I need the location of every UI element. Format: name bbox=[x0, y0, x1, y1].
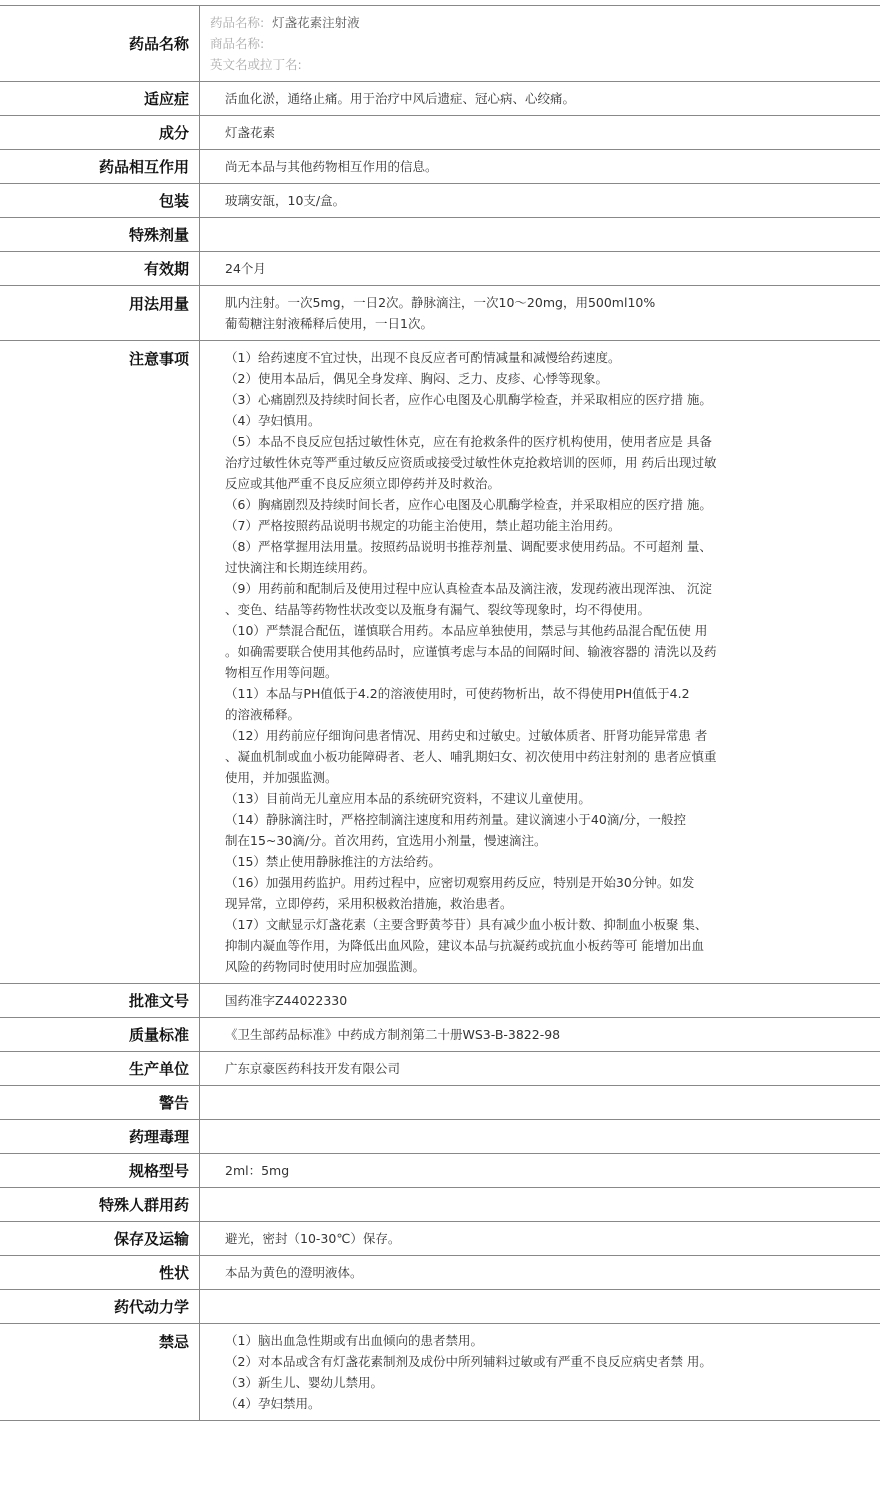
text-line: 现异常，立即停药，采用积极救治措施，救治患者。 bbox=[225, 896, 513, 911]
row-label: 质量标准 bbox=[0, 1018, 200, 1051]
text-line: 制在15~30滴/分。首次用药，宜选用小剂量，慢速滴注。 bbox=[225, 833, 547, 848]
info-row bbox=[0, 218, 880, 252]
info-row bbox=[0, 1018, 880, 1052]
row-value bbox=[200, 1290, 880, 1323]
row-label: 成分 bbox=[0, 116, 200, 149]
text-line: 的溶液稀释。 bbox=[225, 707, 301, 722]
info-row bbox=[0, 1256, 880, 1290]
info-row bbox=[0, 82, 880, 116]
text-line: 本品为黄色的澄明液体。 bbox=[225, 1265, 363, 1280]
text-line: 反应或其他严重不良反应须立即停药并及时救治。 bbox=[225, 476, 501, 491]
text-line: （5）本品不良反应包括过敏性休克，应在有抢救条件的医疗机构使用，使用者应是 具备 bbox=[225, 434, 712, 449]
drug-name-row bbox=[0, 6, 880, 82]
text-line: （6）胸痛剧烈及持续时间长者，应作心电图及心肌酶学检查，并采取相应的医疗措 施。 bbox=[225, 497, 712, 512]
contraindication-row bbox=[0, 1324, 880, 1421]
info-row bbox=[0, 252, 880, 286]
text-line: （3）新生儿、婴幼儿禁用。 bbox=[225, 1375, 383, 1390]
info-row bbox=[0, 1086, 880, 1120]
text-line: （2）使用本品后，偶见全身发痒、胸闷、乏力、皮疹、心悸等现象。 bbox=[225, 371, 608, 386]
text-line: 使用，并加强监测。 bbox=[225, 770, 338, 785]
text-line: （16）加强用药监护。用药过程中，应密切观察用药反应，特别是开始30分钟。如发 bbox=[225, 875, 695, 890]
info-row bbox=[0, 1154, 880, 1188]
row-label: 用法用量 bbox=[0, 286, 200, 340]
row-value bbox=[200, 82, 880, 115]
trade-name-label: 商品名称: bbox=[210, 36, 265, 51]
english-name-label: 英文名或拉丁名: bbox=[210, 57, 302, 72]
row-value bbox=[200, 1052, 880, 1085]
row-value bbox=[200, 1018, 880, 1051]
row-value bbox=[200, 218, 880, 251]
text-line: 24个月 bbox=[225, 261, 266, 276]
row-label: 规格型号 bbox=[0, 1154, 200, 1187]
text-line: 2ml：5mg bbox=[225, 1163, 290, 1178]
text-line: 葡萄糖注射液稀释后使用，一日1次。 bbox=[225, 316, 433, 331]
text-line: （1）脑出血急性期或有出血倾向的患者禁用。 bbox=[225, 1333, 483, 1348]
info-row bbox=[0, 1222, 880, 1256]
text-line: （15）禁止使用静脉推注的方法给药。 bbox=[225, 854, 441, 869]
text-line: （3）心痛剧烈及持续时间长者，应作心电图及心肌酶学检查，并采取相应的医疗措 施。 bbox=[225, 392, 712, 407]
row-value bbox=[200, 1256, 880, 1289]
row-label: 保存及运输 bbox=[0, 1222, 200, 1255]
info-row bbox=[0, 150, 880, 184]
row-label: 药品名称 bbox=[0, 6, 200, 81]
text-line: （4）孕妇禁用。 bbox=[225, 1396, 321, 1411]
text-line: （11）本品与PH值低于4.2的溶液使用时，可使药物析出，故不得使用PH值低于4.2 bbox=[225, 686, 690, 701]
text-line: 国药准字Z44022330 bbox=[225, 993, 348, 1008]
row-value bbox=[200, 1154, 880, 1187]
row-label: 特殊人群用药 bbox=[0, 1188, 200, 1221]
row-value bbox=[200, 252, 880, 285]
row-label: 药品相互作用 bbox=[0, 150, 200, 183]
info-row bbox=[0, 184, 880, 218]
text-line: 风险的药物同时使用时应加强监测。 bbox=[225, 959, 426, 974]
row-value bbox=[200, 116, 880, 149]
text-line: （1）给药速度不宜过快，出现不良反应者可酌情减量和减慢给药速度。 bbox=[225, 350, 621, 365]
info-row bbox=[0, 1188, 880, 1222]
text-line: 尚无本品与其他药物相互作用的信息。 bbox=[225, 159, 438, 174]
row-value bbox=[200, 150, 880, 183]
info-row bbox=[0, 1290, 880, 1324]
text-line: （17）文献显示灯盏花素（主要含野黄芩苷）具有减少血小板计数、抑制血小板聚 集、 bbox=[225, 917, 708, 932]
row-label: 批准文号 bbox=[0, 984, 200, 1017]
text-line: （8）严格掌握用法用量。按照药品说明书推荐剂量、调配要求使用药品。不可超剂 量、 bbox=[225, 539, 712, 554]
generic-name-label: 药品名称: bbox=[210, 15, 265, 30]
row-label: 性状 bbox=[0, 1256, 200, 1289]
text-line: 灯盏花素 bbox=[225, 125, 276, 140]
row-value bbox=[200, 1188, 880, 1221]
text-line: 治疗过敏性休克等严重过敏反应资质或接受过敏性休克抢救培训的医师，用 药后出现过敏 bbox=[225, 455, 717, 470]
row-value bbox=[200, 1222, 880, 1255]
row-label: 警告 bbox=[0, 1086, 200, 1119]
notes-row bbox=[0, 341, 880, 984]
text-line: 广东京豪医药科技开发有限公司 bbox=[225, 1061, 401, 1076]
info-row bbox=[0, 116, 880, 150]
text-line: 避光，密封（10-30℃）保存。 bbox=[225, 1231, 401, 1246]
text-line: （12）用药前应仔细询问患者情况、用药史和过敏史。过敏体质者、肝肾功能异常患 者 bbox=[225, 728, 708, 743]
notes-value bbox=[200, 341, 880, 983]
text-line: （13）目前尚无儿童应用本品的系统研究资料，不建议儿童使用。 bbox=[225, 791, 591, 806]
text-line: 。如确需要联合使用其他药品时，应谨慎考虑与本品的间隔时间、输液容器的 清洗以及药 bbox=[225, 644, 717, 659]
row-label: 包装 bbox=[0, 184, 200, 217]
row-label: 药代动力学 bbox=[0, 1290, 200, 1323]
info-row bbox=[0, 1120, 880, 1154]
text-line: 活血化淤，通络止痛。用于治疗中风后遗症、冠心病、心绞痛。 bbox=[225, 91, 576, 106]
text-line: 玻璃安瓿，10支/盒。 bbox=[225, 193, 346, 208]
row-value bbox=[200, 184, 880, 217]
generic-name-value: 灯盏花素注射液 bbox=[272, 15, 360, 30]
text-line: （7）严格按照药品说明书规定的功能主治使用，禁止超功能主治用药。 bbox=[225, 518, 621, 533]
text-line: 、凝血机制或血小板功能障碍者、老人、哺乳期妇女、初次使用中药注射剂的 患者应慎重 bbox=[225, 749, 717, 764]
row-label: 特殊剂量 bbox=[0, 218, 200, 251]
text-line: 、变色、结晶等药物性状改变以及瓶身有漏气、裂纹等现象时，均不得使用。 bbox=[225, 602, 651, 617]
text-line: （2）对本品或含有灯盏花素制剂及成份中所列辅料过敏或有严重不良反应病史者禁 用。 bbox=[225, 1354, 712, 1369]
text-line: （4）孕妇慎用。 bbox=[225, 413, 321, 428]
row-value bbox=[200, 984, 880, 1017]
info-row bbox=[0, 286, 880, 341]
row-label: 适应症 bbox=[0, 82, 200, 115]
text-line: （9）用药前和配制后及使用过程中应认真检查本品及滴注液，发现药液出现浑浊、 沉淀 bbox=[225, 581, 712, 596]
drug-info-table bbox=[0, 5, 880, 1421]
text-line: 物相互作用等问题。 bbox=[225, 665, 338, 680]
row-value bbox=[200, 1086, 880, 1119]
text-line: （10）严禁混合配伍，谨慎联合用药。本品应单独使用，禁忌与其他药品混合配伍使 用 bbox=[225, 623, 708, 638]
row-value bbox=[200, 286, 880, 340]
drug-name-values bbox=[200, 6, 880, 81]
text-line: 肌内注射。一次5mg，一日2次。静脉滴注，一次10～20mg，用500ml10% bbox=[225, 295, 656, 310]
text-line: （14）静脉滴注时，严格控制滴注速度和用药剂量。建议滴速小于40滴/分，一般控 bbox=[225, 812, 687, 827]
row-label: 有效期 bbox=[0, 252, 200, 285]
info-row bbox=[0, 1052, 880, 1086]
row-label: 注意事项 bbox=[0, 341, 200, 983]
row-label: 生产单位 bbox=[0, 1052, 200, 1085]
info-row bbox=[0, 984, 880, 1018]
text-line: 过快滴注和长期连续用药。 bbox=[225, 560, 376, 575]
text-line: 抑制内凝血等作用，为降低出血风险，建议本品与抗凝药或抗血小板药等可 能增加出血 bbox=[225, 938, 704, 953]
row-value bbox=[200, 1120, 880, 1153]
row-label: 禁忌 bbox=[0, 1324, 200, 1420]
row-label: 药理毒理 bbox=[0, 1120, 200, 1153]
text-line: 《卫生部药品标准》中药成方制剂第二十册WS3-B-3822-98 bbox=[225, 1027, 561, 1042]
contraindication-value bbox=[200, 1324, 880, 1420]
